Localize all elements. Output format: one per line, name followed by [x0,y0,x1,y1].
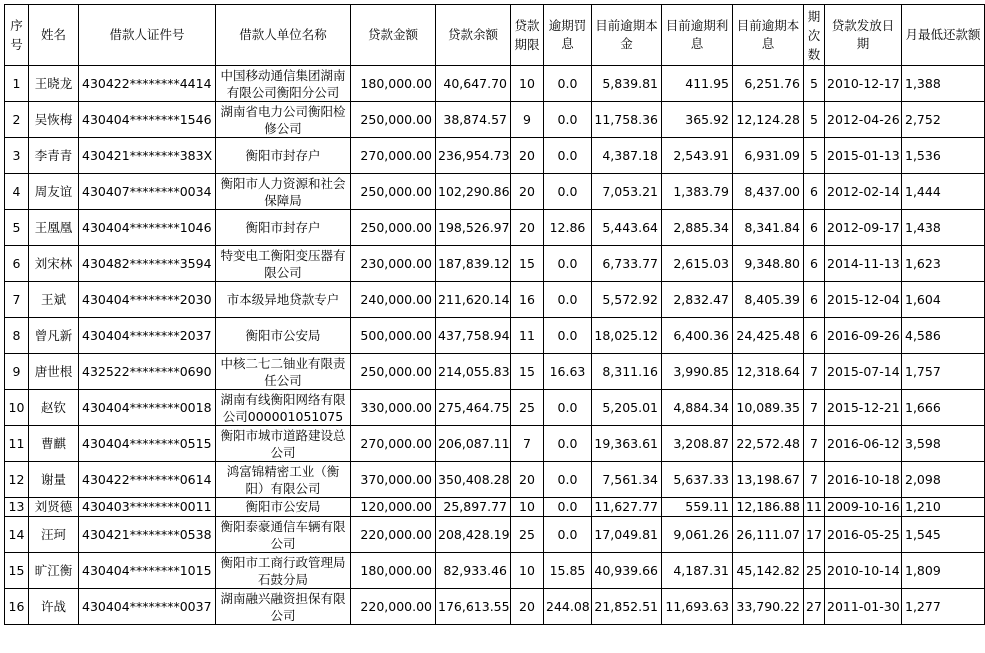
loan-balance: 211,620.14 [436,282,511,318]
loan-balance: 38,874.57 [436,102,511,138]
borrower-id: 430403********0011 [79,498,216,517]
row-number: 7 [5,282,29,318]
overdue-interest: 3,208.87 [662,426,733,462]
loan-balance: 208,428.19 [436,517,511,553]
loan-balance: 25,897.77 [436,498,511,517]
overdue-total: 13,198.67 [733,462,804,498]
loan-amount: 370,000.00 [351,462,436,498]
row-number: 14 [5,517,29,553]
overdue-principal: 5,572.92 [592,282,662,318]
overdue-principal: 19,363.61 [592,426,662,462]
loan-amount: 500,000.00 [351,318,436,354]
table-row [5,174,985,210]
header-row [5,5,985,66]
loan-term: 15 [511,354,544,390]
loan-balance: 187,839.12 [436,246,511,282]
borrower-unit: 衡阳市公安局 [216,498,351,517]
overdue-principal: 8,311.16 [592,354,662,390]
loan-balance: 275,464.75 [436,390,511,426]
loan-amount: 250,000.00 [351,102,436,138]
loan-amount: 180,000.00 [351,66,436,102]
borrower-name: 周友谊 [29,174,79,210]
min-monthly-payment: 1,277 [902,589,985,625]
row-number: 13 [5,498,29,517]
borrower-unit: 鸿富锦精密工业（衡阳）有限公司 [216,462,351,498]
loan-amount: 270,000.00 [351,426,436,462]
row-number: 5 [5,210,29,246]
row-number: 1 [5,66,29,102]
borrower-unit: 衡阳市封存户 [216,210,351,246]
loan-amount: 220,000.00 [351,517,436,553]
borrower-id: 430404********1046 [79,210,216,246]
overdue-penalty: 244.08 [544,589,592,625]
table-row [5,102,985,138]
overdue-periods: 11 [804,498,825,517]
loan-balance: 40,647.70 [436,66,511,102]
overdue-principal: 6,733.77 [592,246,662,282]
overdue-periods: 7 [804,462,825,498]
overdue-total: 9,348.80 [733,246,804,282]
loan-term: 15 [511,246,544,282]
overdue-periods: 7 [804,354,825,390]
loan-balance: 102,290.86 [436,174,511,210]
table-row [5,498,985,517]
loan-term: 7 [511,426,544,462]
issue-date: 2011-01-30 [825,589,902,625]
issue-date: 2016-10-18 [825,462,902,498]
loan-balance: 206,087.11 [436,426,511,462]
borrower-unit: 衡阳市工商行政管理局石鼓分局 [216,553,351,589]
table-row [5,354,985,390]
overdue-interest: 2,885.34 [662,210,733,246]
table-row [5,66,985,102]
row-number: 8 [5,318,29,354]
loan-amount: 240,000.00 [351,282,436,318]
overdue-penalty: 12.86 [544,210,592,246]
overdue-periods: 7 [804,426,825,462]
issue-date: 2015-12-21 [825,390,902,426]
overdue-periods: 6 [804,210,825,246]
table-row [5,553,985,589]
loan-term: 10 [511,498,544,517]
overdue-principal: 11,627.77 [592,498,662,517]
overdue-principal: 21,852.51 [592,589,662,625]
min-monthly-payment: 1,666 [902,390,985,426]
loan-balance: 82,933.46 [436,553,511,589]
column-header: 借款人证件号 [79,5,216,66]
row-number: 10 [5,390,29,426]
borrower-name: 许战 [29,589,79,625]
issue-date: 2009-10-16 [825,498,902,517]
borrower-name: 刘贤德 [29,498,79,517]
borrower-id: 430422********4414 [79,66,216,102]
table-row [5,589,985,625]
borrower-unit: 特变电工衡阳变压器有限公司 [216,246,351,282]
borrower-id: 430404********0515 [79,426,216,462]
overdue-total: 8,341.84 [733,210,804,246]
issue-date: 2016-06-12 [825,426,902,462]
borrower-unit: 中核二七二铀业有限责任公司 [216,354,351,390]
borrower-name: 唐世根 [29,354,79,390]
borrower-id: 430407********0034 [79,174,216,210]
borrower-id: 432522********0690 [79,354,216,390]
overdue-periods: 7 [804,390,825,426]
loan-amount: 330,000.00 [351,390,436,426]
overdue-penalty: 0.0 [544,390,592,426]
loan-amount: 120,000.00 [351,498,436,517]
min-monthly-payment: 4,586 [902,318,985,354]
loan-amount: 180,000.00 [351,553,436,589]
overdue-interest: 1,383.79 [662,174,733,210]
row-number: 12 [5,462,29,498]
overdue-principal: 5,205.01 [592,390,662,426]
borrower-unit: 湖南有线衡阳网络有限公司000001051075 [216,390,351,426]
loan-amount: 270,000.00 [351,138,436,174]
borrower-unit: 湖南融兴融资担保有限公司 [216,589,351,625]
borrower-unit: 中国移动通信集团湖南有限公司衡阳分公司 [216,66,351,102]
loan-balance: 176,613.55 [436,589,511,625]
overdue-penalty: 0.0 [544,102,592,138]
loan-term: 9 [511,102,544,138]
borrower-name: 曾凡新 [29,318,79,354]
row-number: 2 [5,102,29,138]
loan-term: 20 [511,210,544,246]
overdue-total: 26,111.07 [733,517,804,553]
min-monthly-payment: 1,757 [902,354,985,390]
borrower-name: 李青青 [29,138,79,174]
overdue-principal: 7,561.34 [592,462,662,498]
overdue-total: 45,142.82 [733,553,804,589]
min-monthly-payment: 1,545 [902,517,985,553]
table-row [5,318,985,354]
overdue-total: 6,251.76 [733,66,804,102]
issue-date: 2012-02-14 [825,174,902,210]
column-header: 贷款发放日期 [825,5,902,66]
borrower-name: 王斌 [29,282,79,318]
borrower-name: 汪珂 [29,517,79,553]
borrower-name: 赵钦 [29,390,79,426]
overdue-penalty: 0.0 [544,138,592,174]
overdue-principal: 40,939.66 [592,553,662,589]
issue-date: 2015-12-04 [825,282,902,318]
loan-balance: 236,954.73 [436,138,511,174]
overdue-periods: 27 [804,589,825,625]
borrower-unit: 衡阳市公安局 [216,318,351,354]
overdue-total: 8,405.39 [733,282,804,318]
overdue-periods: 6 [804,282,825,318]
loan-amount: 230,000.00 [351,246,436,282]
overdue-periods: 6 [804,318,825,354]
overdue-total: 10,089.35 [733,390,804,426]
overdue-interest: 5,637.33 [662,462,733,498]
issue-date: 2010-12-17 [825,66,902,102]
loan-balance: 437,758.94 [436,318,511,354]
borrower-name: 吴恢梅 [29,102,79,138]
issue-date: 2016-05-25 [825,517,902,553]
overdue-principal: 7,053.21 [592,174,662,210]
overdue-interest: 4,884.34 [662,390,733,426]
borrower-id: 430421********383X [79,138,216,174]
overdue-penalty: 16.63 [544,354,592,390]
overdue-penalty: 0.0 [544,174,592,210]
table-row [5,138,985,174]
borrower-name: 旷江衡 [29,553,79,589]
issue-date: 2012-09-17 [825,210,902,246]
loan-term: 10 [511,66,544,102]
overdue-penalty: 0.0 [544,246,592,282]
overdue-penalty: 0.0 [544,318,592,354]
overdue-total: 12,124.28 [733,102,804,138]
column-header: 贷款余额 [436,5,511,66]
borrower-id: 430422********0614 [79,462,216,498]
overdue-total: 12,318.64 [733,354,804,390]
row-number: 11 [5,426,29,462]
min-monthly-payment: 1,623 [902,246,985,282]
overdue-interest: 11,693.63 [662,589,733,625]
borrower-unit: 衡阳市人力资源和社会保障局 [216,174,351,210]
column-header: 期次数 [804,5,825,66]
overdue-total: 24,425.48 [733,318,804,354]
borrower-id: 430404********1546 [79,102,216,138]
min-monthly-payment: 1,536 [902,138,985,174]
min-monthly-payment: 1,604 [902,282,985,318]
loan-term: 25 [511,390,544,426]
overdue-interest: 3,990.85 [662,354,733,390]
table-row [5,517,985,553]
loan-amount: 250,000.00 [351,210,436,246]
borrower-unit: 衡阳泰豪通信车辆有限公司 [216,517,351,553]
issue-date: 2014-11-13 [825,246,902,282]
borrower-name: 王凰凰 [29,210,79,246]
min-monthly-payment: 3,598 [902,426,985,462]
column-header: 姓名 [29,5,79,66]
borrower-name: 王晓龙 [29,66,79,102]
overdue-total: 6,931.09 [733,138,804,174]
overdue-penalty: 0.0 [544,462,592,498]
overdue-total: 22,572.48 [733,426,804,462]
loan-term: 11 [511,318,544,354]
loan-balance: 198,526.97 [436,210,511,246]
min-monthly-payment: 1,438 [902,210,985,246]
borrower-name: 曹麒 [29,426,79,462]
overdue-penalty: 15.85 [544,553,592,589]
borrower-id: 430404********0018 [79,390,216,426]
loan-amount: 250,000.00 [351,354,436,390]
loan-term: 16 [511,282,544,318]
overdue-total: 12,186.88 [733,498,804,517]
overdue-principal: 17,049.81 [592,517,662,553]
issue-date: 2012-04-26 [825,102,902,138]
column-header: 贷款期限 [511,5,544,66]
overdue-interest: 411.95 [662,66,733,102]
min-monthly-payment: 2,098 [902,462,985,498]
overdue-principal: 4,387.18 [592,138,662,174]
loan-term: 20 [511,589,544,625]
row-number: 15 [5,553,29,589]
loan-amount: 250,000.00 [351,174,436,210]
loan-term: 20 [511,174,544,210]
overdue-principal: 5,443.64 [592,210,662,246]
borrower-name: 刘宋林 [29,246,79,282]
loan-amount: 220,000.00 [351,589,436,625]
borrower-unit: 衡阳市封存户 [216,138,351,174]
table-row [5,426,985,462]
overdue-interest: 4,187.31 [662,553,733,589]
min-monthly-payment: 1,809 [902,553,985,589]
column-header: 目前逾期利息 [662,5,733,66]
row-number: 6 [5,246,29,282]
table-row [5,246,985,282]
min-monthly-payment: 1,210 [902,498,985,517]
loan-balance: 214,055.83 [436,354,511,390]
borrower-unit: 市本级异地贷款专户 [216,282,351,318]
overdue-principal: 5,839.81 [592,66,662,102]
overdue-interest: 2,615.03 [662,246,733,282]
overdue-periods: 25 [804,553,825,589]
issue-date: 2010-10-14 [825,553,902,589]
overdue-principal: 11,758.36 [592,102,662,138]
issue-date: 2015-07-14 [825,354,902,390]
overdue-penalty: 0.0 [544,426,592,462]
overdue-total: 8,437.00 [733,174,804,210]
row-number: 4 [5,174,29,210]
borrower-id: 430404********1015 [79,553,216,589]
overdue-penalty: 0.0 [544,517,592,553]
min-monthly-payment: 1,388 [902,66,985,102]
loan-term: 20 [511,462,544,498]
column-header: 目前逾期本金 [592,5,662,66]
borrower-name: 谢量 [29,462,79,498]
issue-date: 2015-01-13 [825,138,902,174]
column-header: 逾期罚息 [544,5,592,66]
min-monthly-payment: 1,444 [902,174,985,210]
overdue-principal: 18,025.12 [592,318,662,354]
column-header: 月最低还款额 [902,5,985,66]
overdue-interest: 2,832.47 [662,282,733,318]
loan-term: 10 [511,553,544,589]
overdue-periods: 5 [804,138,825,174]
overdue-interest: 9,061.26 [662,517,733,553]
column-header: 贷款金额 [351,5,436,66]
loan-term: 25 [511,517,544,553]
overdue-penalty: 0.0 [544,66,592,102]
overdue-interest: 2,543.91 [662,138,733,174]
row-number: 3 [5,138,29,174]
overdue-periods: 17 [804,517,825,553]
column-header: 借款人单位名称 [216,5,351,66]
overdue-periods: 6 [804,174,825,210]
borrower-unit: 衡阳市城市道路建设总公司 [216,426,351,462]
issue-date: 2016-09-26 [825,318,902,354]
min-monthly-payment: 2,752 [902,102,985,138]
overdue-total: 33,790.22 [733,589,804,625]
borrower-id: 430404********0037 [79,589,216,625]
borrower-id: 430482********3594 [79,246,216,282]
borrower-id: 430421********0538 [79,517,216,553]
borrower-id: 430404********2037 [79,318,216,354]
borrower-unit: 湖南省电力公司衡阳检修公司 [216,102,351,138]
column-header: 序号 [5,5,29,66]
overdue-interest: 559.11 [662,498,733,517]
overdue-interest: 6,400.36 [662,318,733,354]
overdue-penalty: 0.0 [544,498,592,517]
table-row [5,282,985,318]
table-row [5,390,985,426]
loan-term: 20 [511,138,544,174]
column-header: 目前逾期本息 [733,5,804,66]
table-row [5,210,985,246]
borrower-id: 430404********2030 [79,282,216,318]
table-row [5,462,985,498]
row-number: 16 [5,589,29,625]
loan-overdue-table [4,4,985,625]
loan-balance: 350,408.28 [436,462,511,498]
overdue-periods: 5 [804,66,825,102]
overdue-periods: 5 [804,102,825,138]
overdue-penalty: 0.0 [544,282,592,318]
row-number: 9 [5,354,29,390]
overdue-interest: 365.92 [662,102,733,138]
overdue-periods: 6 [804,246,825,282]
